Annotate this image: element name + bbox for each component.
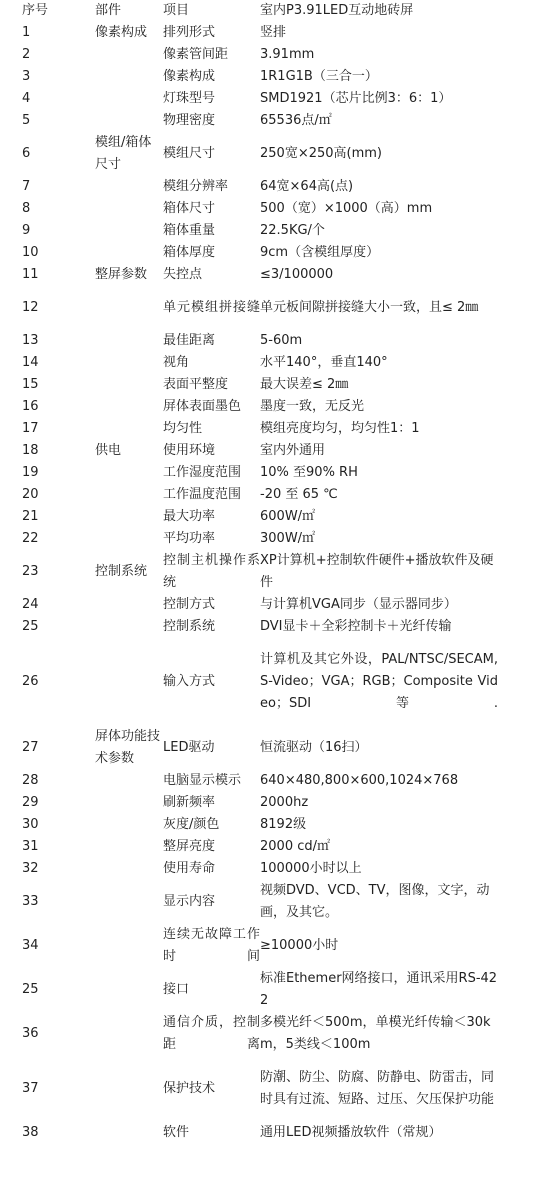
row-number: 19: [22, 465, 39, 480]
table-row: [0, 880, 560, 924]
table-row: [0, 220, 560, 242]
row-part: [95, 1122, 163, 1144]
row-item: 最佳距离: [163, 333, 216, 348]
row-item: 输入方式: [163, 674, 216, 689]
row-part: [95, 44, 163, 66]
row-item: 模组尺寸: [163, 146, 216, 161]
row-item: 视角: [163, 355, 190, 370]
row-value: 通用LED视频播放软件（常规）: [260, 1125, 442, 1140]
row-item: 表面平整度: [163, 377, 229, 392]
row-number: 8: [22, 201, 31, 216]
table-row: [0, 770, 560, 792]
row-part: [95, 858, 163, 880]
row-part: [95, 242, 163, 264]
row-value: 水平140°，垂直140°: [260, 355, 388, 370]
row-part: [95, 770, 163, 792]
row-value: 恒流驱动（16扫）: [260, 740, 368, 755]
row-item: 保护技术: [163, 1081, 216, 1096]
row-value: 视频DVD、VCD、TV，图像，文字，动画，及其它。: [260, 883, 490, 920]
row-number: 16: [22, 399, 39, 414]
row-item: 排列形式: [163, 25, 216, 40]
row-part: [95, 836, 163, 858]
row-item: 箱体重量: [163, 223, 216, 238]
table-row: [0, 858, 560, 880]
row-value: 竖排: [260, 25, 287, 40]
row-item: 单元模组拼接缝: [163, 300, 260, 315]
row-part: [95, 198, 163, 220]
row-number: 4: [22, 91, 31, 106]
row-part: [95, 110, 163, 132]
row-number: 33: [22, 894, 39, 909]
header-row: [0, 0, 560, 22]
row-value: 防潮、防尘、防腐、防静电、防雷击，同时具有过流、短路、过压、欠压保护功能: [260, 1070, 495, 1107]
row-value: 250宽×250高(mm): [260, 146, 382, 161]
row-part: [95, 88, 163, 110]
row-number: 23: [22, 564, 39, 579]
row-part: [95, 638, 163, 726]
table-row: [0, 792, 560, 814]
row-part: [95, 968, 163, 1012]
row-number: 30: [22, 817, 39, 832]
row-value: 8192级: [260, 817, 307, 832]
row-part: [95, 462, 163, 484]
row-number: 34: [22, 938, 39, 953]
row-number: 21: [22, 509, 39, 524]
table-row: [0, 924, 560, 968]
table-row: [0, 550, 560, 594]
row-value: ≥10000小时: [260, 938, 339, 953]
row-value: 5-60m: [260, 333, 303, 348]
spec-body: [0, 22, 560, 1144]
row-number: 11: [22, 267, 39, 282]
row-part: [95, 330, 163, 352]
row-value: ≤3/100000: [260, 267, 334, 282]
table-row: [0, 242, 560, 264]
row-value: 22.5KG/个: [260, 223, 325, 238]
row-value: 3.91mm: [260, 47, 315, 62]
row-number: 27: [22, 740, 39, 755]
row-number: 3: [22, 69, 31, 84]
row-value: DVI显卡＋全彩控制卡＋光纤传输: [260, 619, 452, 634]
row-number: 25: [22, 619, 39, 634]
row-value: 9cm（含模组厚度）: [260, 245, 380, 260]
table-row: [0, 418, 560, 440]
header-item: 项目: [163, 3, 190, 18]
table-row: [0, 594, 560, 616]
row-value: 模组亮度均匀，均匀性1：1: [260, 421, 420, 436]
row-item: 显示内容: [163, 894, 216, 909]
table-row: [0, 330, 560, 352]
row-number: 14: [22, 355, 39, 370]
row-item: 物理密度: [163, 113, 216, 128]
row-number: 26: [22, 674, 39, 689]
row-number: 17: [22, 421, 39, 436]
row-number: 5: [22, 113, 31, 128]
table-row: [0, 286, 560, 330]
row-part: [95, 484, 163, 506]
table-row: [0, 1012, 560, 1056]
row-number: 36: [22, 1026, 39, 1041]
row-number: 10: [22, 245, 39, 260]
row-value: 100000小时以上: [260, 861, 362, 876]
table-row: [0, 396, 560, 418]
table-row: [0, 1122, 560, 1144]
row-item: 平均功率: [163, 531, 216, 546]
row-part: [95, 1012, 163, 1056]
row-item: 使用寿命: [163, 861, 216, 876]
row-value: 10% 至90% RH: [260, 465, 358, 480]
row-item: 像素构成: [163, 69, 216, 84]
row-value: 多模光纤＜500m，单模光纤传输＜30km，5类线＜100m: [260, 1015, 491, 1052]
row-item: 箱体尺寸: [163, 201, 216, 216]
row-item: 接口: [163, 982, 190, 997]
row-item: 屏体表面墨色: [163, 399, 242, 414]
row-item: 刷新频率: [163, 795, 216, 810]
row-part: [95, 396, 163, 418]
row-number: 38: [22, 1125, 39, 1140]
table-row: [0, 462, 560, 484]
row-part: [95, 506, 163, 528]
table-row: [0, 110, 560, 132]
row-number: 29: [22, 795, 39, 810]
row-part: 整屏参数: [95, 267, 148, 282]
table-row: [0, 440, 560, 462]
row-part: [95, 814, 163, 836]
row-value: 1R1G1B（三合一）: [260, 69, 378, 84]
row-number: 31: [22, 839, 39, 854]
table-row: [0, 44, 560, 66]
row-value: 64宽×64高(点): [260, 179, 354, 194]
table-row: [0, 22, 560, 44]
row-item: 控制主机操作系统: [163, 553, 260, 590]
row-value: 300W/㎡: [260, 531, 316, 546]
table-row: [0, 132, 560, 176]
row-part: [95, 924, 163, 968]
row-number: 2: [22, 47, 31, 62]
table-row: [0, 66, 560, 88]
row-part: [95, 220, 163, 242]
row-number: 6: [22, 146, 31, 161]
row-value: 标准Ethemer网络接口，通讯采用RS-422: [260, 971, 498, 1008]
row-item: 电脑显示模示: [163, 773, 242, 788]
row-value: 与计算机VGA同步（显示器同步）: [260, 597, 457, 612]
row-item: 灯珠型号: [163, 91, 216, 106]
row-item: 失控点: [163, 267, 203, 282]
row-item: LED驱动: [163, 740, 215, 755]
row-value: 2000hz: [260, 795, 309, 810]
row-value: -20 至 65 ℃: [260, 487, 338, 502]
row-number: 7: [22, 179, 31, 194]
row-part: [95, 1056, 163, 1122]
row-part: [95, 528, 163, 550]
row-part: [95, 418, 163, 440]
table-row: [0, 484, 560, 506]
row-part: [95, 616, 163, 638]
row-part: [95, 374, 163, 396]
table-row: [0, 528, 560, 550]
row-number: 15: [22, 377, 39, 392]
row-part: 供电: [95, 443, 122, 458]
row-item: 模组分辨率: [163, 179, 229, 194]
row-part: [95, 176, 163, 198]
table-row: [0, 616, 560, 638]
row-item: 箱体厚度: [163, 245, 216, 260]
row-item: 控制系统: [163, 619, 216, 634]
row-value: 室内外通用: [260, 443, 326, 458]
table-row: [0, 506, 560, 528]
row-number: 37: [22, 1081, 39, 1096]
row-part: [95, 792, 163, 814]
row-number: 22: [22, 531, 39, 546]
row-part: [95, 66, 163, 88]
table-row: [0, 836, 560, 858]
row-item: 控制方式: [163, 597, 216, 612]
table-row: [0, 264, 560, 286]
row-value: 墨度一致，无反光: [260, 399, 365, 414]
table-row: [0, 638, 560, 726]
row-value: 600W/㎡: [260, 509, 316, 524]
table-row: [0, 374, 560, 396]
row-value: 最大误差≤ 2㎜: [260, 377, 349, 392]
row-value: 500（宽）×1000（高）mm: [260, 201, 433, 216]
row-part: [95, 880, 163, 924]
row-value: 计算机及其它外设，PAL/NTSC/SECAM, S-Video；VGA；RGB；Composite Video；SDI等.: [260, 652, 498, 711]
row-item: 最大功率: [163, 509, 216, 524]
table-row: [0, 88, 560, 110]
table-row: [0, 726, 560, 770]
table-row: [0, 814, 560, 836]
row-number: 13: [22, 333, 39, 348]
row-item: 工作温度范围: [163, 487, 242, 502]
header-value: 室内P3.91LED互动地砖屏: [260, 3, 414, 18]
row-item: 工作湿度范围: [163, 465, 242, 480]
row-number: 25: [22, 982, 39, 997]
table-row: [0, 198, 560, 220]
row-part: 模组/箱体尺寸: [95, 135, 152, 172]
row-part: 控制系统: [95, 564, 148, 579]
table-row: [0, 968, 560, 1012]
table-row: [0, 176, 560, 198]
row-value: 640×480,800×600,1024×768: [260, 773, 459, 788]
row-item: 通信介质，控制距离: [163, 1015, 260, 1052]
row-item: 软件: [163, 1125, 190, 1140]
row-item: 连续无故障工作时间: [163, 927, 260, 964]
row-item: 整屏亮度: [163, 839, 216, 854]
row-value: 单元板间隙拼接缝大小一致，且≤ 2㎜: [260, 300, 479, 315]
row-item: 使用环境: [163, 443, 216, 458]
row-value: SMD1921（芯片比例3：6：1）: [260, 91, 452, 106]
row-number: 32: [22, 861, 39, 876]
row-item: 像素管间距: [163, 47, 229, 62]
row-number: 18: [22, 443, 39, 458]
row-number: 9: [22, 223, 31, 238]
row-part: 像素构成: [95, 25, 148, 40]
row-item: 灰度/颜色: [163, 817, 220, 832]
table-row: [0, 1056, 560, 1122]
header-part: 部件: [95, 3, 122, 18]
row-value: 65536点/㎡: [260, 113, 332, 128]
row-part: [95, 286, 163, 330]
row-part: [95, 352, 163, 374]
row-value: XP计算机+控制软件硬件+播放软件及硬件: [260, 553, 494, 590]
row-number: 28: [22, 773, 39, 788]
header-no: 序号: [22, 3, 49, 18]
row-value: 2000 cd/㎡: [260, 839, 330, 854]
row-number: 12: [22, 300, 39, 315]
row-number: 24: [22, 597, 39, 612]
row-number: 1: [22, 25, 31, 40]
row-number: 20: [22, 487, 39, 502]
row-part: 屏体功能技术参数: [95, 729, 161, 766]
table-row: [0, 352, 560, 374]
row-item: 均匀性: [163, 421, 203, 436]
row-part: [95, 594, 163, 616]
